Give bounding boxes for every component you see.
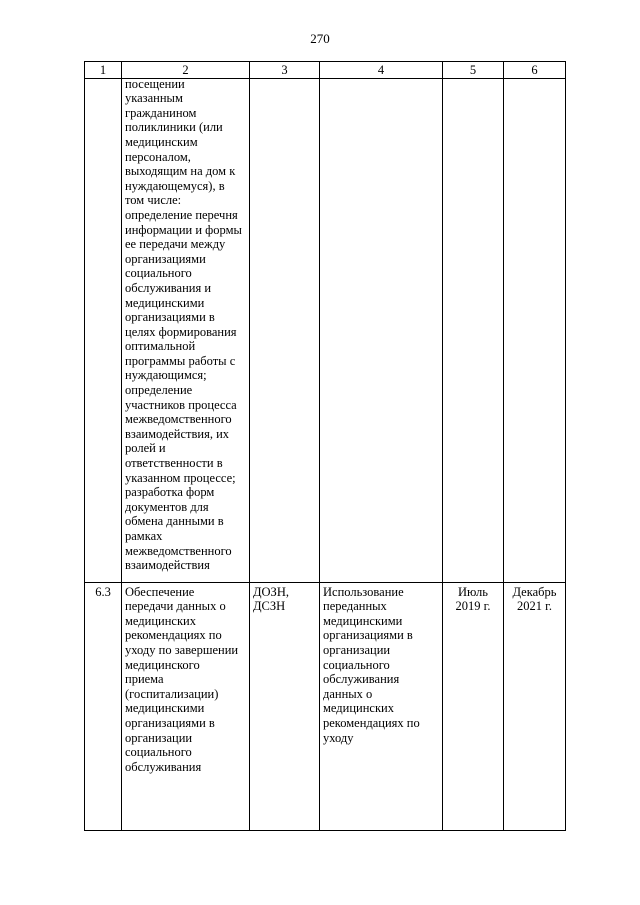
expected-result: Использование переданных медицинскими организациями в организации социального обслуживания данных о медицинских рекомендациях по уходу [323,584,420,745]
expected-result-cell [320,78,443,582]
table-row [85,582,566,830]
activities-table [84,61,566,831]
row-number: 6.3 [95,584,111,599]
table-header-row [85,62,566,79]
page-number: 270 [310,31,330,46]
activity-description: посещении указанным гражданином поликлиники (или медицинским персоналом, выходящим на дом к нуждающемуся), в том числе: определение перечня информации и формы ее передачи между организациями социального обслуживания и медицинскими организациями в целях формирования оптимальной программы работы с нуждающимся; определение участников процесса межведомственного взаимодействия, их ролей и ответственности в указанном процессе; разработка форм документов для обмена данными в рамках межведомственного взаимодействия [125,76,242,573]
header-cell-5: 5 [443,62,504,79]
start-date-cell [443,78,504,582]
header-cell-3: 3 [250,62,320,79]
header-cell-6: 6 [504,62,566,79]
table-row [85,78,566,582]
responsible-departments: ДОЗН, ДСЗН [253,584,289,614]
row-number-cell [85,582,122,830]
activity-description-cell [122,582,250,830]
responsible-cell [250,78,320,582]
header-cell-1: 1 [85,62,122,79]
row-number-cell [85,78,122,582]
end-date-cell [504,582,566,830]
start-date: Июль 2019 г. [455,584,491,614]
start-date-cell [443,582,504,830]
header-cell-2: 2 [122,62,250,79]
activity-description: Обеспечение передачи данных о медицинских рекомендациях по уходу по завершении медицинского приема (госпитализации) медицинскими организациями в организации социального обслуживания [125,584,239,774]
activity-description-cell [122,78,250,582]
header-cell-4: 4 [320,62,443,79]
expected-result-cell [320,582,443,830]
responsible-cell [250,582,320,830]
end-date-cell [504,78,566,582]
end-date: Декабрь 2021 г. [512,584,557,614]
